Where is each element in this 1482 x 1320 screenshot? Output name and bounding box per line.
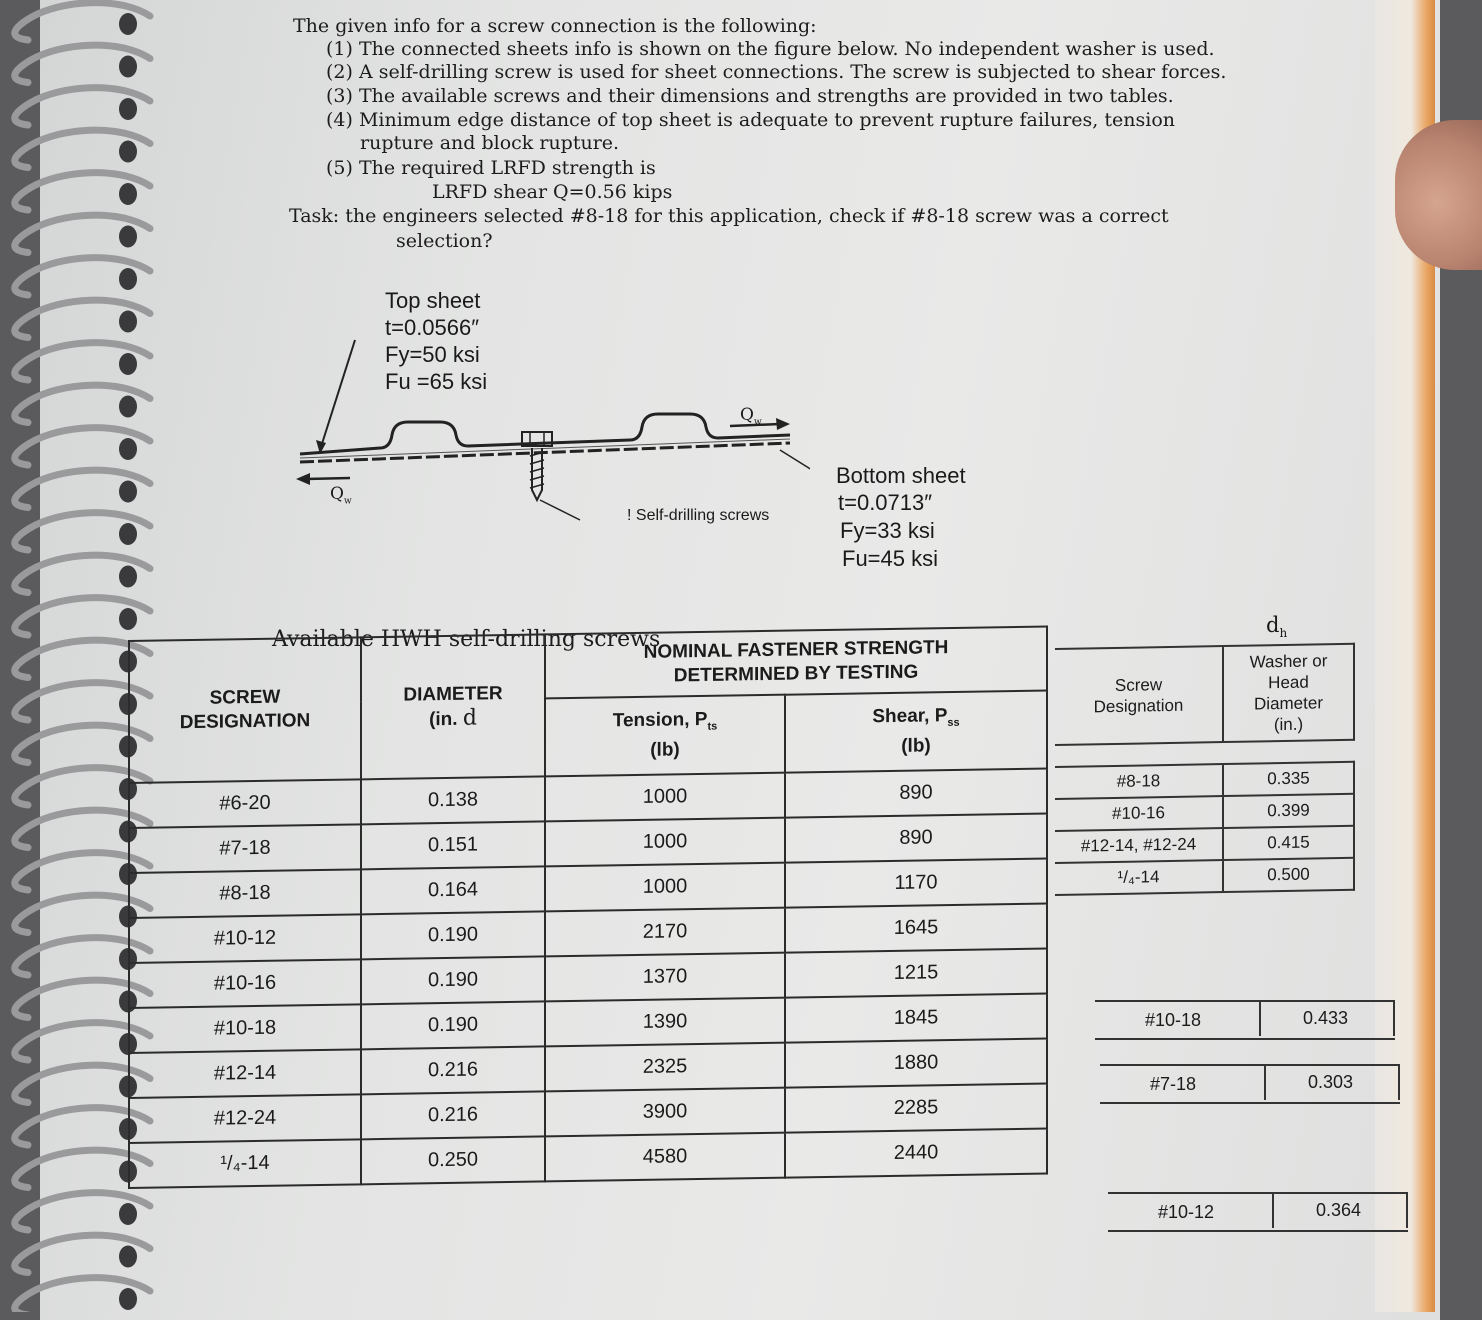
screw-strength-table <box>128 626 1048 1189</box>
cell-shear: 2285 <box>785 1084 1047 1133</box>
spiral-hole <box>119 438 137 460</box>
header-tension: Tension, $P_{ts}$ (lb) <box>545 694 785 776</box>
header-designation: SCREW DESIGNATION <box>129 637 361 783</box>
header-nominal-strength: NOMINAL FASTENER STRENGTH DETERMINED BY TESTING <box>545 627 1047 699</box>
bottom-sheet-label: Bottom sheet <box>836 463 966 488</box>
spiral-hole <box>119 13 137 35</box>
washer-diameter-table <box>1055 643 1355 896</box>
top-sheet-thickness: t=0.0566″ <box>385 315 480 340</box>
problem-item-3: (3) The available screws and their dimensions and strengths are provided in two tables. <box>326 85 1174 107</box>
spiral-hole <box>119 1288 137 1310</box>
list-item <box>1108 1192 1408 1232</box>
bottom-sheet-fu: Fu=45 ksi <box>842 546 938 571</box>
cell-designation: #6-20 <box>129 779 361 828</box>
top-sheet-fu: Fu =65 ksi <box>385 369 488 394</box>
side-table-container <box>1055 643 1355 896</box>
list-item <box>1055 858 1354 895</box>
side-table-symbol: $d_h$ <box>1266 613 1288 641</box>
side-cell-diameter: 0.433 <box>1303 1008 1349 1028</box>
problem-intro: The given info for a screw connection is the following: <box>293 15 817 37</box>
cell-tension: 1370 <box>545 953 785 1002</box>
cell-designation: #10-18 <box>129 1004 361 1053</box>
diameter-symbol: d <box>462 705 477 731</box>
cell-designation: #12-14 <box>129 1049 361 1098</box>
cell-shear: 1215 <box>785 949 1047 998</box>
screw-shank <box>532 448 542 500</box>
side-cell-diameter: 0.364 <box>1316 1200 1362 1220</box>
top-sheet-fy: Fy=50 ksi <box>385 342 480 367</box>
spiral-hole <box>119 141 137 163</box>
spiral-hole <box>119 353 137 375</box>
spiral-hole <box>119 268 137 290</box>
side-header-diameter: Washer or Head Diameter (in.) <box>1223 644 1354 742</box>
spiral-hole <box>119 608 137 630</box>
side-cell-diameter: 0.399 <box>1223 794 1354 828</box>
cell-tension: 1000 <box>545 773 785 822</box>
bottom-sheet-thickness: t=0.0713″ <box>838 490 933 515</box>
spiral-hole <box>119 98 137 120</box>
cell-shear: 1170 <box>785 859 1047 908</box>
main-table-container <box>128 626 1048 1189</box>
side-header-designation: Screw Designation <box>1055 646 1223 745</box>
side-cell-diameter: 0.500 <box>1223 858 1354 892</box>
cell-shear: 890 <box>785 769 1047 818</box>
cell-shear: 1880 <box>785 1039 1047 1088</box>
cell-diameter: 0.164 <box>361 866 545 914</box>
force-left-arrow <box>306 478 350 479</box>
cell-shear: 2440 <box>785 1129 1047 1178</box>
main-table-caption: Available HWH self-drilling screws <box>272 627 661 652</box>
side-cell-designation: #8-18 <box>1055 764 1223 799</box>
cell-diameter: 0.190 <box>361 956 545 1004</box>
top-sheet-leader <box>320 340 355 450</box>
cell-diameter: 0.250 <box>361 1136 545 1184</box>
problem-item-4-cont: rupture and block rupture. <box>360 132 620 154</box>
cell-shear: 890 <box>785 814 1047 863</box>
spiral-hole <box>119 183 137 205</box>
spiral-hole <box>119 1246 137 1268</box>
cell-diameter: 0.190 <box>361 1001 545 1049</box>
cell-diameter: 0.151 <box>361 821 545 869</box>
side-cell-designation: #7-18 <box>1150 1074 1197 1094</box>
side-cell-designation: #10-18 <box>1145 1010 1202 1030</box>
task-line-2: selection? <box>396 230 493 252</box>
side-cell-designation: ¹/₄-14 <box>1055 860 1223 895</box>
cell-tension: 1390 <box>545 998 785 1047</box>
cell-designation: ¹/₄-14 <box>129 1139 361 1188</box>
spiral-hole <box>119 566 137 588</box>
spiral-hole <box>119 396 137 418</box>
cell-designation: #7-18 <box>129 824 361 873</box>
problem-item-2: (2) A self-drilling screw is used for sheet connections. The screw is subjected to shear forces. <box>326 61 1227 83</box>
side-cell-designation: #10-12 <box>1158 1202 1215 1222</box>
problem-item-5-value: LRFD shear Q=0.56 kips <box>432 181 673 203</box>
bottom-sheet-leader <box>780 450 810 475</box>
side-cell-diameter: 0.415 <box>1223 826 1354 860</box>
list-item <box>1055 762 1354 799</box>
side-cell-designation: #12-14, #12-24 <box>1055 828 1223 863</box>
cell-designation: #8-18 <box>129 869 361 918</box>
connection-figure <box>290 330 810 530</box>
problem-item-4: (4) Minimum edge distance of top sheet is adequate to prevent rupture failures, tension <box>326 109 1175 131</box>
cell-diameter: 0.216 <box>361 1046 545 1094</box>
spiral-hole <box>119 311 137 333</box>
top-sheet-label: Top sheet <box>385 288 481 313</box>
list-item <box>1095 1000 1395 1040</box>
screw-label: ! Self-drilling screws <box>627 507 770 524</box>
screw-leader <box>540 500 580 520</box>
list-item <box>1055 794 1354 831</box>
side-cell-designation: #10-16 <box>1055 796 1223 831</box>
spiral-hole <box>119 1203 137 1225</box>
cell-designation: #12-24 <box>129 1094 361 1143</box>
spiral-hole <box>119 523 137 545</box>
spiral-hole <box>119 481 137 503</box>
list-item <box>1100 1064 1400 1104</box>
task-line-1: Task: the engineers selected #8-18 for this application, check if #8-18 screw was a correct <box>289 205 1169 227</box>
header-shear: Shear, $P_{ss}$ (lb) <box>785 690 1047 772</box>
cell-tension: 3900 <box>545 1088 785 1137</box>
cell-diameter: 0.216 <box>361 1091 545 1139</box>
bottom-sheet-fy: Fy=33 ksi <box>840 518 935 543</box>
cell-tension: 2325 <box>545 1043 785 1092</box>
header-diameter: DIAMETER (in. d <box>361 634 545 779</box>
force-label-left: $Q_w$ <box>330 484 352 507</box>
cell-designation: #10-16 <box>129 959 361 1008</box>
side-cell-diameter: 0.335 <box>1223 762 1354 796</box>
cell-diameter: 0.190 <box>361 911 545 959</box>
force-label-right: $Q_w$ <box>740 405 762 428</box>
problem-item-5: (5) The required LRFD strength is <box>326 157 656 179</box>
spiral-hole <box>119 56 137 78</box>
cell-diameter: 0.138 <box>361 776 545 824</box>
cell-designation: #10-12 <box>129 914 361 963</box>
cell-shear: 1645 <box>785 904 1047 953</box>
cell-tension: 4580 <box>545 1133 785 1182</box>
cell-tension: 1000 <box>545 863 785 912</box>
problem-item-1: (1) The connected sheets info is shown on the figure below. No independent washer is used. <box>326 38 1215 60</box>
list-item <box>1055 826 1354 863</box>
cell-tension: 2170 <box>545 908 785 957</box>
finger <box>1395 120 1482 270</box>
spiral-hole <box>119 226 137 248</box>
side-cell-diameter: 0.303 <box>1308 1072 1354 1092</box>
cell-tension: 1000 <box>545 818 785 867</box>
cell-shear: 1845 <box>785 994 1047 1043</box>
